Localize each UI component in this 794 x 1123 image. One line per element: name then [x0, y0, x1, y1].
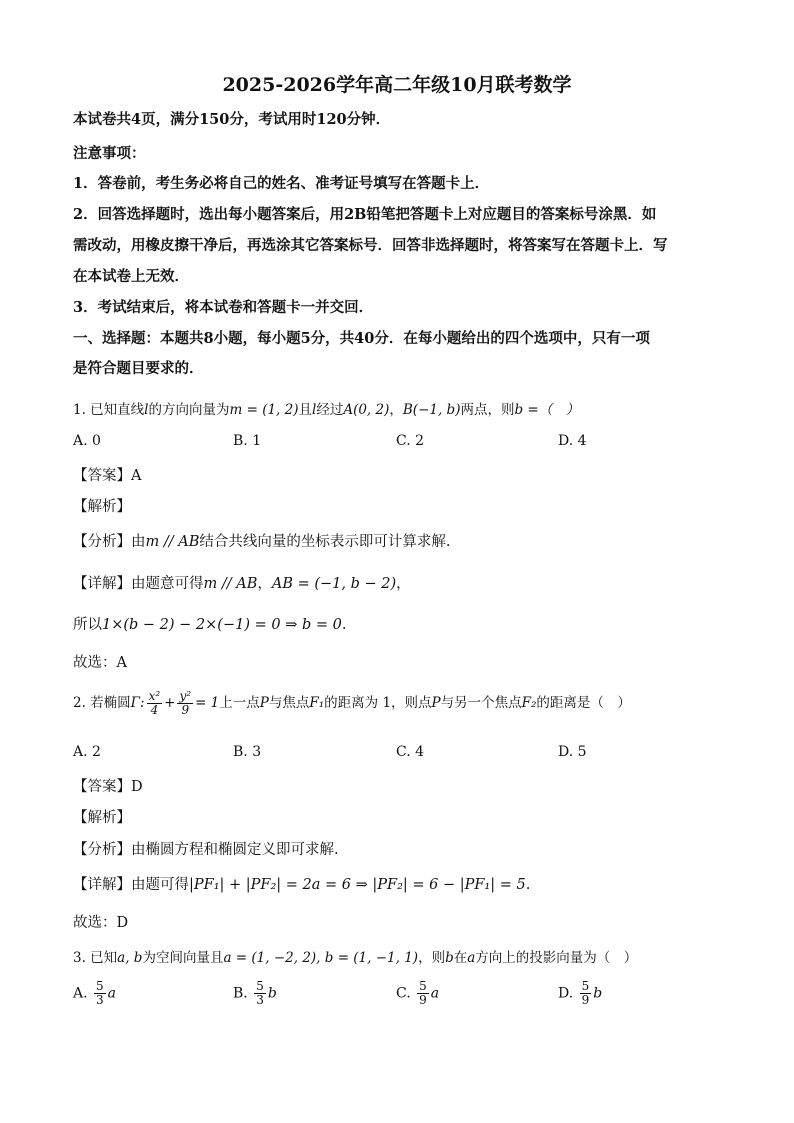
q2-choose: 故选：D [73, 915, 129, 931]
q2-analysis-label: 【解析】 [73, 810, 131, 826]
q2-stem: 2. 若椭圆Γ: $\frac{\text{x²}}{4}$ + $\frac{\text{y²}}{9}$ = 1上一点P与焦点F₁的距离为 1，则点P与另一个焦点F₂的距离是（ ） [73, 689, 631, 717]
q1-analysis-label: 【解析】 [73, 499, 131, 515]
q1-so: 所以1×(b − 2) − 2×(−1) = 0 ⇒ b = 0. [73, 617, 347, 633]
intro-text: 本试卷共4页，满分150分，考试用时120分钟． [73, 111, 391, 128]
q2-option-c: C. 4 [396, 744, 425, 760]
section-heading-2: 是符合题目要求的． [73, 360, 204, 377]
q1-choose: 故选：A [73, 655, 127, 671]
notice-2c: 在本试卷上无效． [73, 268, 189, 285]
q1-answer: 【答案】A [73, 468, 142, 484]
q3-option-d-fraction: $\frac{5}{9}$ [581, 979, 590, 1007]
notice-1: 1．答卷前，考生务必将自己的姓名、准考证号填写在答题卡上． [73, 175, 490, 192]
q3-stem: 3. 已知a, b为空间向量且a = (1, −2, 2), b = (1, −1, 1)，则b在a方向上的投影向量为（ ） [73, 950, 638, 966]
q2-detail: 【详解】由题可得|PF₁| + |PF₂| = 2a = 6 ⇒ |PF₂| = 6 − |PF₁| = 5. [73, 877, 531, 893]
q2-fenxi: 【分析】由椭圆方程和椭圆定义即可求解. [73, 842, 339, 858]
q1-detail: 【详解】由题意可得m // AB，AB = (−1, b − 2)， [73, 576, 411, 592]
q3-option-a-fraction: $\frac{5}{3}$ [96, 979, 104, 1007]
q2-option-a: A. 2 [73, 744, 101, 760]
q3-option-d: D. $\frac{5}{9}$ b [558, 979, 603, 1007]
q2-option-d: D. 5 [558, 744, 587, 760]
q1-option-b: B. 1 [233, 433, 262, 449]
q2-fraction-y: $\frac{\text{y²}}{9}$ [179, 689, 192, 717]
q1-fenxi: 【分析】由m // AB结合共线向量的坐标表示即可计算求解. [73, 534, 451, 550]
q3-option-c: C. $\frac{5}{9}$ a [396, 979, 440, 1007]
q3-option-c-fraction: $\frac{5}{9}$ [419, 979, 427, 1007]
q2-fraction-x: $\frac{\text{x²}}{4}$ [148, 689, 161, 717]
q1-option-d: D. 4 [558, 433, 587, 449]
q2-option-b: B. 3 [233, 744, 262, 760]
page-title: 2025-2026学年高二年级10月联考数学 [222, 74, 572, 96]
q1-stem: 1. 已知直线l的方向向量为m = (1, 2)且l经过A(0, 2)，B(−1, b)两点，则b =（ ） [73, 402, 580, 418]
notice-2a: 2．回答选择题时，选出每小题答案后，用2B铅笔把答题卡上对应题目的答案标号涂黑．如 [73, 206, 657, 223]
notice-2b: 需改动，用橡皮擦干净后，再选涂其它答案标号．回答非选择题时，将答案写在答题卡上．写 [73, 237, 668, 254]
q3-option-b-fraction: $\frac{5}{3}$ [256, 979, 264, 1007]
notice-heading: 注意事项： [73, 145, 146, 162]
section-heading-1: 一、选择题：本题共8小题，每小题5分，共40分．在每小题给出的四个选项中，只有一项 [73, 330, 650, 347]
q3-option-b: B. $\frac{5}{3}$ b [233, 979, 277, 1007]
notice-3: 3．考试结束后，将本试卷和答题卡一并交回． [73, 299, 374, 316]
q1-option-a: A. 0 [73, 433, 101, 449]
q2-answer: 【答案】D [73, 779, 143, 795]
q1-option-c: C. 2 [396, 433, 425, 449]
q3-option-a: A. $\frac{5}{3}$ a [73, 979, 117, 1007]
